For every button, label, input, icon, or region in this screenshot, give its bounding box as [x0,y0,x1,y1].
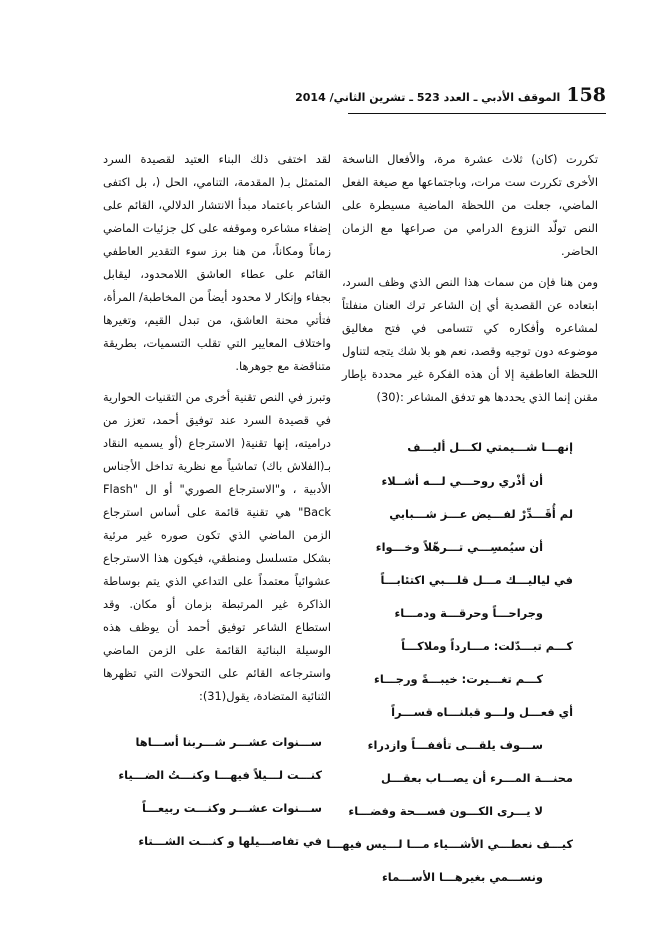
verse-line: محنـــة المـــرء أن يصـــاب بعقـــل [380,771,573,785]
verse-line: إنهـــا شـــيمتي لكـــل أليـــف [407,440,573,454]
verse-line: أن سيُمسِـــي تـــرهّلاً وخـــواء [375,540,543,554]
verse-line: أي فعـــل ولـــو قبلنـــاه قســـراً [391,705,573,719]
verse-line: كنـــت لـــيلاً فيهـــا وكنـــتُ الضـــياء [118,768,322,782]
verse-line: في لياليـــك مـــل قلـــبي اكتئابـــاً [380,573,573,587]
verse-line: ســـنوات عشـــر شـــربنا أســـاها [135,735,322,749]
verse-line: ســـنوات عشـــر وكنـــت ربيعـــاً [141,801,322,815]
verse-line: في تفاصـــيلها و كنـــت الشـــتاء [138,834,322,848]
verse-line: ونســـمي بغيرهـــا الأســـماء [381,870,543,884]
left-paragraph-1: لقد اختفى ذلك البناء العتيد لقصيدة السرد المتمثل بـ( المقدمة، التنامي، الحل (، بل اكتفى الشاعر باعتماد مبدأ الانتشار الدلالي، القائم على إضفاء مشاعره وموقفه على كل جزئيات الماضي زماناً ومكاناً، من هنا برز سوء التقدير العاطفي القائم على عطاء العاشق اللامحدود، ليقابل بجفاء وإنكار لا محدود أيضاً من المخاطبة/ المرأة، فتأتي محنة العاشق، من تبدل القيم، وتغيرها واختلاف المعايير التي تقلب التسميات، بطريقة متناقضة مع جوهرها. [103,152,331,373]
verse-line: أن أذْري روحـــي لـــه أشــلاء [381,474,543,488]
verse-line: لا يـــرى الكـــون فســـحة وفضـــاء [348,804,543,818]
verse-line: لم أُقَـــدِّرْ لفـــيض عـــز شـــبابي [389,507,573,521]
journal-issue-info: الموقف الأدبي ـ العدد 523 ـ تشرين الثاني/ 2014 [295,91,561,104]
verse-line: كـــم تغـــيرت: خيبـــةً ورجـــاء [374,672,543,686]
page-header [295,84,606,112]
verse-line: كيـــف نعطـــي الأشـــياء مـــا لـــيس فيهـــا [326,837,573,851]
right-paragraph-2: ومن هنا فإن من سمات هذا النص الذي وظف السرد، ابتعاده عن القصدية أي إن الشاعر ترك العنان منفلتاً لمشاعره وأفكاره كي تتسامى في فتح مغاليق موضوعه دون توجيه وقصد، نعم هو بلا شك يتجه لتناول اللحظة العاطفية إلا أن هذه الفكرة غير محددة بإطار مقنن إنما الذي يحددها هو تدفق المشاعر :(30) [342,275,598,404]
right-paragraph-1: تكررت (كان) ثلاث عشرة مرة، والأفعال الناسخة الأخرى تكررت ست مرات، وباجتماعها مع صيغة الفعل الماضي، جعلت من اللحظة الماضية مسيطرة على النص تولّد النزوع الدرامي من صراعها مع الزمان الحاضر. [342,152,598,258]
page-number: 158 [566,84,606,106]
verse-line: وجراحـــاً وحرقـــة ودمـــاء [394,606,543,620]
header-rule [348,113,606,114]
left-paragraph-2: وتبرز في النص تقنية أخرى من التقنيات الحوارية في قصيدة السرد عند توفيق أحمد، تعزز من دراميته، إنها تقنية( الاسترجاع (أو يسميه النقاد بـ(الفلاش باك) تماشياً مع نظرية تداخل الأجناس الأدبية ، و"الاسترجاع الصوري" أو ال "Flash Back" هي تقنية قائمة على أساس استرجاع الزمن الماضي الذي تكون صوره غير مرئية بشكل متسلسل ومنطقي، فيكون هذا الاسترجاع عشوائياً معتمداً على التداعي الذي يتم بوساطة الذاكرة غير المرتبطة بزمان أو مكان. وقد استطاع الشاعر توفيق أحمد أن يوظف هذه الوسيلة البنائية القائمة على الزمن الماضي واسترجاعه القائم على التحولات التي تظهرها الثنائية المتضادة، يقول(31): [103,390,331,703]
left-column-text [103,148,331,708]
verse-line: ســـوف يلقـــى تأففـــاً وازدراء [367,738,543,752]
verse-line: كـــم تبـــدّلت: مـــارداً وملاكـــاً [401,639,573,653]
right-column-text [342,148,598,409]
